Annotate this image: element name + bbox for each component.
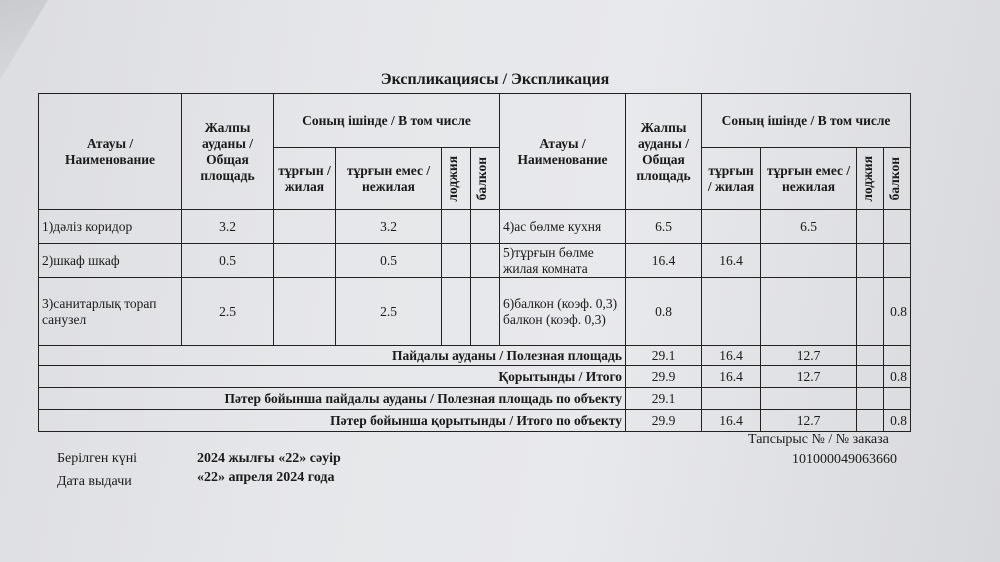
summary-row — [39, 346, 911, 366]
header-name-left: Атауы / Наименование — [39, 94, 182, 210]
header-loggia-right: лоджия — [857, 148, 884, 210]
summary-total: 29.9 — [626, 410, 702, 432]
header-living-left: тұрғын / жилая — [274, 148, 336, 210]
room-nonliving: 0.5 — [336, 244, 442, 278]
room-total: 2.5 — [182, 278, 274, 346]
room-nonliving: 2.5 — [336, 278, 442, 346]
room-living — [274, 210, 336, 244]
summary-balcony: 0.8 — [884, 410, 911, 432]
header-including-left: Соның ішінде / В том числе — [274, 94, 500, 148]
room-nonliving: 6.5 — [761, 210, 857, 244]
room-nonliving — [761, 244, 857, 278]
room-living — [702, 278, 761, 346]
room-living: 16.4 — [702, 244, 761, 278]
issue-date-ru: «22» апреля 2024 года — [197, 470, 335, 485]
room-total: 0.5 — [182, 244, 274, 278]
room-balcony — [471, 244, 500, 278]
room-balcony — [884, 210, 911, 244]
room-total: 16.4 — [626, 244, 702, 278]
issue-date-kz: 2024 жылғы «22» сәуір — [197, 451, 341, 466]
summary-total: 29.9 — [626, 366, 702, 388]
room-name: 1)дәліз коридор — [39, 210, 182, 244]
summary-living: 16.4 — [702, 346, 761, 366]
room-living — [274, 244, 336, 278]
room-balcony — [471, 210, 500, 244]
order-number: 101000049063660 — [792, 452, 897, 467]
explication-table — [38, 93, 911, 432]
summary-nonliving: 12.7 — [761, 346, 857, 366]
room-loggia — [857, 278, 884, 346]
room-name: 3)санитарлық торап санузел — [39, 278, 182, 346]
room-loggia — [442, 278, 471, 346]
summary-loggia — [857, 410, 884, 432]
header-total-right: Жалпы ауданы / Общая площадь — [626, 94, 702, 210]
summary-living — [702, 388, 761, 410]
room-total: 0.8 — [626, 278, 702, 346]
header-balcony-right: балкон — [884, 148, 911, 210]
summary-total: 29.1 — [626, 388, 702, 410]
summary-nonliving: 12.7 — [761, 366, 857, 388]
issue-label-kz: Берілген күні — [57, 451, 138, 466]
room-loggia — [442, 210, 471, 244]
summary-total: 29.1 — [626, 346, 702, 366]
issue-label-ru: Дата выдачи — [57, 474, 132, 489]
room-total: 6.5 — [626, 210, 702, 244]
document-title: Экспликациясы / Экспликация — [380, 71, 610, 88]
table-row — [39, 278, 911, 346]
room-name: 2)шкаф шкаф — [39, 244, 182, 278]
room-loggia — [857, 210, 884, 244]
room-name: 6)балкон (коэф. 0,3) балкон (коэф. 0,3) — [500, 278, 626, 346]
room-total: 3.2 — [182, 210, 274, 244]
summary-row — [39, 410, 911, 432]
room-nonliving: 3.2 — [336, 210, 442, 244]
room-balcony — [471, 278, 500, 346]
summary-living: 16.4 — [702, 366, 761, 388]
room-nonliving — [761, 278, 857, 346]
table-row — [39, 210, 911, 244]
summary-loggia — [857, 366, 884, 388]
header-name-right: Атауы / Наименование — [500, 94, 626, 210]
summary-row — [39, 366, 911, 388]
header-nonliving-right: тұрғын емес / нежилая — [761, 148, 857, 210]
room-living — [274, 278, 336, 346]
summary-nonliving: 12.7 — [761, 410, 857, 432]
room-balcony — [884, 244, 911, 278]
summary-balcony: 0.8 — [884, 366, 911, 388]
summary-label: Пайдалы ауданы / Полезная площадь — [39, 346, 626, 366]
header-nonliving-left: тұрғын емес / нежилая — [336, 148, 442, 210]
room-name: 4)ас бөлме кухня — [500, 210, 626, 244]
header-loggia-left: лоджия — [442, 148, 471, 210]
header-total-left: Жалпы ауданы / Общая площадь — [182, 94, 274, 210]
table-row — [39, 244, 911, 278]
summary-nonliving — [761, 388, 857, 410]
summary-row — [39, 388, 911, 410]
room-name: 5)тұрғын бөлме жилая комната — [500, 244, 626, 278]
header-including-right: Соның ішінде / В том числе — [702, 94, 911, 148]
summary-loggia — [857, 346, 884, 366]
room-living — [702, 210, 761, 244]
header-living-right: тұрғын / жилая — [702, 148, 761, 210]
summary-balcony — [884, 346, 911, 366]
room-loggia — [442, 244, 471, 278]
summary-loggia — [857, 388, 884, 410]
room-loggia — [857, 244, 884, 278]
summary-label: Пәтер бойынша қорытынды / Итого по объекту — [39, 410, 626, 432]
summary-label: Қорытынды / Итого — [39, 366, 626, 388]
header-balcony-left: балкон — [471, 148, 500, 210]
summary-label: Пәтер бойынша пайдалы ауданы / Полезная площадь по объекту — [39, 388, 626, 410]
summary-living: 16.4 — [702, 410, 761, 432]
order-label: Тапсырыс № / № заказа — [748, 432, 889, 447]
summary-balcony — [884, 388, 911, 410]
room-balcony: 0.8 — [884, 278, 911, 346]
